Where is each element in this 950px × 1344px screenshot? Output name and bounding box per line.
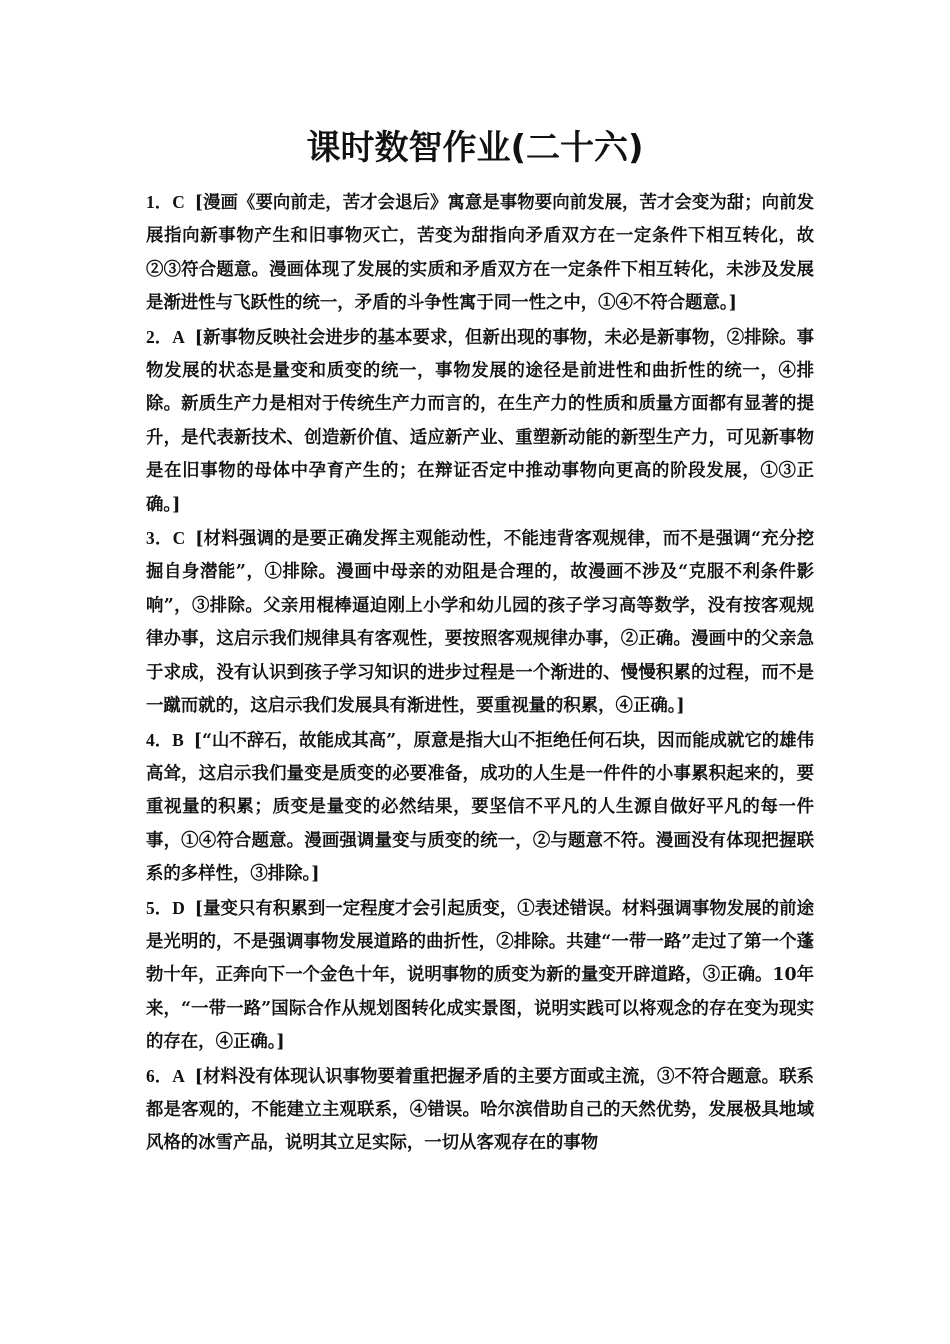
- item-answer: C: [172, 528, 186, 549]
- answer-item-2: [146, 321, 814, 522]
- item-answer: B: [172, 729, 184, 750]
- item-number: 3．: [146, 528, 173, 549]
- item-answer: A: [172, 326, 185, 347]
- page-title: 课时数智作业(二十六): [306, 128, 644, 168]
- item-number: 1．: [146, 192, 173, 212]
- answer-list: [146, 186, 814, 1161]
- item-explanation: [“山不辞石，故能成其高”，原意是指大山不拒绝任何石块，因而能成就它的雄伟高耸，这启示我们量变是质变的必要准备，成功的人生是一件件的小事累积起来的，要重视量的积累；质变是量变的必然结果，要坚信不平凡的人生源自做好平凡的每一件事，①④符合题意。漫画强调量变与质变的统一，②与题意不符。漫画没有体现把握联系的多样性，③排除。]: [146, 730, 814, 885]
- item-number: 4．: [146, 729, 173, 750]
- answer-item-5: [146, 892, 814, 1060]
- item-number: 6．: [146, 1065, 173, 1086]
- item-number: 5．: [146, 897, 173, 918]
- item-explanation: [量变只有积累到一定程度才会引起质变，①表述错误。材料强调事物发展的前途是光明的，不是强调事物发展道路的曲折性，②排除。共建“一带一路”走过了第一个蓬勃十年，正奔向下一个金色十年，说明事物的质变为新的量变开辟道路，③正确。10年来，“一带一路”国际合作从规划图转化成实景图，说明实践可以将观念的存在变为现实的存在，④正确。]: [146, 898, 814, 1053]
- item-answer: A: [172, 1065, 185, 1086]
- answer-item-6: [146, 1060, 814, 1161]
- item-answer: D: [172, 897, 185, 918]
- item-explanation: [漫画《要向前走，苦才会退后》寓意是事物要向前发展，苦才会变为甜；向前发展指向新事物产生和旧事物灭亡，苦变为甜指向矛盾双方在一定条件下相互转化，故②③符合题意。漫画体现了发展的实质和矛盾双方在一定条件下相互转化，未涉及发展是渐进性与飞跃性的统一，矛盾的斗争性寓于同一性之中，①④不符合题意。]: [146, 193, 814, 314]
- item-explanation: [材料没有体现认识事物要着重把握矛盾的主要方面或主流，③不符合题意。联系都是客观的，不能建立主观联系，④错误。哈尔滨借助自己的天然优势，发展极具地域风格的冰雪产品，说明其立足实际，一切从客观存在的事物: [146, 1066, 814, 1154]
- answer-item-4: [146, 724, 814, 892]
- answer-item-3: [146, 522, 814, 723]
- item-explanation: [材料强调的是要正确发挥主观能动性，不能违背客观规律，而不是强调“充分挖掘自身潜能”，①排除。漫画中母亲的劝阻是合理的，故漫画不涉及“克服不利条件影响”，③排除。父亲用棍棒逼迫刚上小学和幼儿园的孩子学习高等数学，没有按客观规律办事，这启示我们规律具有客观性，要按照客观规律办事，②正确。漫画中的父亲急于求成，没有认识到孩子学习知识的进步过程是一个渐进的、慢慢积累的过程，而不是一蹴而就的，这启示我们发展具有渐进性，要重视量的积累，④正确。]: [146, 529, 814, 717]
- item-explanation: [新事物反映社会进步的基本要求，但新出现的事物，未必是新事物，②排除。事物发展的状态是量变和质变的统一，事物发展的途径是前进性和曲折性的统一，④排除。新质生产力是相对于传统生产力而言的，在生产力的性质和质量方面都有显著的提升，是代表新技术、创造新价值、适应新产业、重塑新动能的新型生产力，可见新事物是在旧事物的母体中孕育产生的；在辩证否定中推动事物向更高的阶段发展，①③正确。]: [146, 327, 814, 515]
- answer-item-1: [146, 186, 814, 321]
- item-number: 2．: [146, 326, 173, 347]
- item-answer: C: [172, 192, 185, 212]
